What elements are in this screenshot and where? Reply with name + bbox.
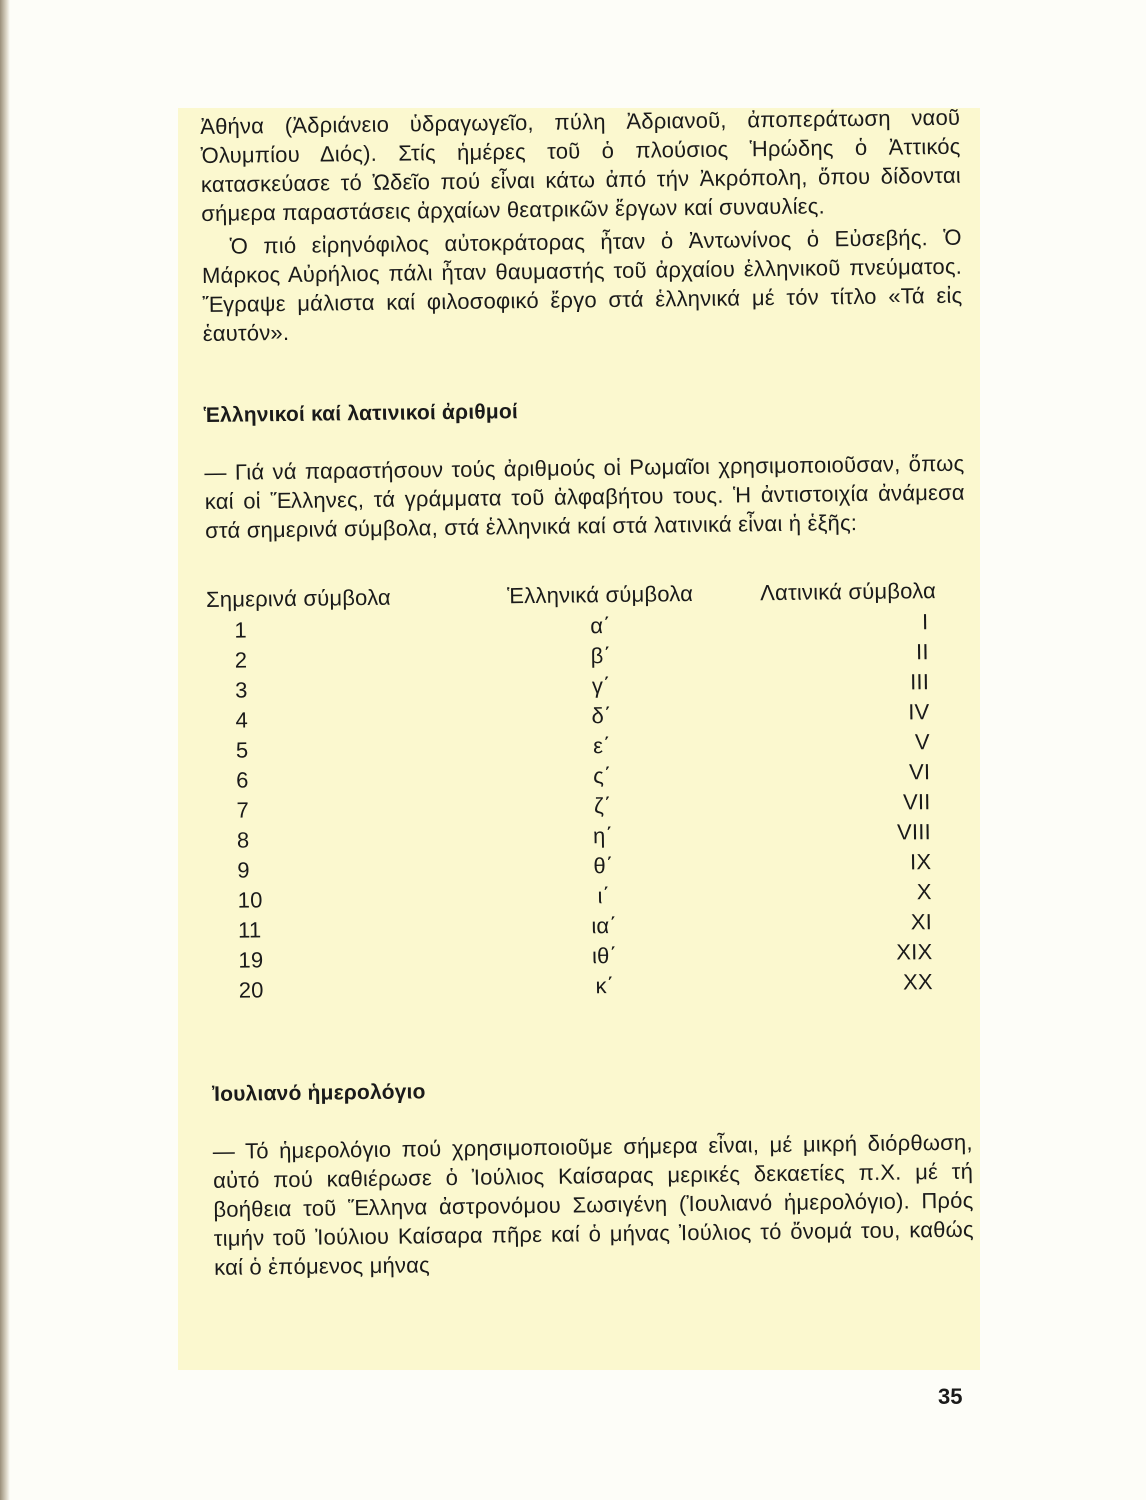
cell-greek: ια΄ xyxy=(591,912,618,939)
column-header-modern: Σημερινά σύμβολα xyxy=(205,584,392,612)
cell-latin: X xyxy=(916,879,932,905)
cell-greek: ζ΄ xyxy=(593,793,612,819)
cell-latin: III xyxy=(909,669,930,695)
cell-modern: 19 xyxy=(238,947,264,973)
cell-modern: 20 xyxy=(238,977,264,1003)
cell-latin: VII xyxy=(902,789,931,815)
cell-modern: 10 xyxy=(237,887,263,913)
heading-numerals: Ἑλληνικοί καί λατινικοί ἀριθμοί xyxy=(203,400,519,427)
cell-latin: II xyxy=(915,639,929,665)
cell-modern: 8 xyxy=(236,827,250,853)
cell-latin: IX xyxy=(909,849,932,875)
cell-greek: ς΄ xyxy=(593,763,612,789)
cell-latin: V xyxy=(914,729,930,755)
heading-calendar: Ἰουλιανό ἡμερολόγιο xyxy=(211,1080,426,1106)
cell-latin: VI xyxy=(908,759,931,785)
cell-greek: ιθ΄ xyxy=(591,942,618,969)
cell-latin: XI xyxy=(910,909,933,935)
cell-greek: η΄ xyxy=(592,823,614,849)
cell-latin: XIX xyxy=(896,939,933,965)
cell-greek: γ΄ xyxy=(591,673,611,699)
cell-greek: ε΄ xyxy=(593,733,611,759)
cell-greek: α΄ xyxy=(590,613,611,639)
column-header-greek: Ἑλληνικά σύμβολα xyxy=(507,581,694,609)
cell-modern: 7 xyxy=(236,797,250,823)
numerals-table xyxy=(206,576,941,1006)
cell-latin: IV xyxy=(908,699,930,725)
paragraph-athens: Ἀθήνα (Ἀδριάνειο ὑδραγωγεῖο, πύλη Ἀδριανοῦ, ἀποπεράτωση ναοῦ Ὀλυμπίου Διός). Στίς ἡμέρες τοῦ ὁ πλούσιος Ἡρώδης ὁ Ἀττικός κατασκεύασε τό Ὠδεῖο πού εἶναι κάτω ἀπό τήν Ἀκρόπολη, ὅπου δίδονται σήμερα παραστάσεις ἀρχαίων θεατρικῶν ἔργων καί συναυλίες. xyxy=(200,104,962,226)
cell-modern: 6 xyxy=(236,767,249,793)
cell-greek: β΄ xyxy=(590,643,612,669)
cell-modern: 2 xyxy=(234,647,248,673)
cell-latin: VIII xyxy=(896,819,932,845)
cell-modern: 1 xyxy=(234,617,247,643)
cell-greek: δ΄ xyxy=(591,703,612,729)
column-header-latin: Λατινικά σύμβολα xyxy=(760,578,937,606)
cell-modern: 3 xyxy=(234,677,248,703)
paragraph-numerals: — Γιά νά παραστήσουν τούς ἀριθμούς οἱ Ρωμαῖοι χρησιμοποιοῦσαν, ὅπως καί οἱ Ἕλληνες, τά γράμματα τοῦ ἀλφαβήτου τους. Ἡ ἀντιστοιχία ἀνάμεσα στά σημερινά σύμβολα, στά ἑλληνικά καί στά λατινικά εἶναι ἡ ἑξῆς: xyxy=(204,450,965,543)
page-content xyxy=(200,99,974,1282)
cell-greek: ι΄ xyxy=(597,883,611,909)
cell-modern: 4 xyxy=(235,707,249,733)
page-number: 35 xyxy=(938,1384,963,1409)
cell-modern: 11 xyxy=(237,917,262,943)
cell-greek: κ΄ xyxy=(595,973,615,999)
cell-modern: 9 xyxy=(237,857,250,883)
paragraph-emperors: Ὁ πιό εἰρηνόφιλος αὐτοκράτορας ἦταν ὁ Ἀντωνίνος ὁ Εὐσεβής. Ὁ Μάρκος Αὐρήλιος πάλι ἦταν θαυμαστής τοῦ ἀρχαίου ἑλληνικοῦ πνεύματος. Ἔγραψε μάλιστα καί φιλοσοφικό ἔργο στά ἑλληνικά μέ τόν τίτλο «Τά εἰς ἑαυτόν». xyxy=(201,224,963,346)
cell-modern: 5 xyxy=(235,737,249,763)
cell-greek: θ΄ xyxy=(593,853,614,879)
cell-latin: I xyxy=(921,609,929,635)
book-binding-edge xyxy=(0,0,10,1500)
cell-latin: XX xyxy=(902,969,933,995)
paragraph-calendar: — Τό ἡμερολόγιο πού χρησιμοποιοῦμε σήμερα εἶναι, μέ μικρή διόρθωση, αὐτό πού καθιέρωσε ὁ Ἰούλιος Καίσαρας μερικές δεκαετίες π.Χ. μέ τή βοήθεια τοῦ Ἕλληνα ἀστρονόμου Σωσιγένη (Ἰουλιανό ἡμερολόγιο). Πρός τιμήν τοῦ Ἰούλιου Καίσαρα πῆρε καί ὁ μήνας Ἰούλιος τό ὄνομά του, καθώς καί ὁ ἑπόμενος μήνας xyxy=(212,1129,974,1280)
